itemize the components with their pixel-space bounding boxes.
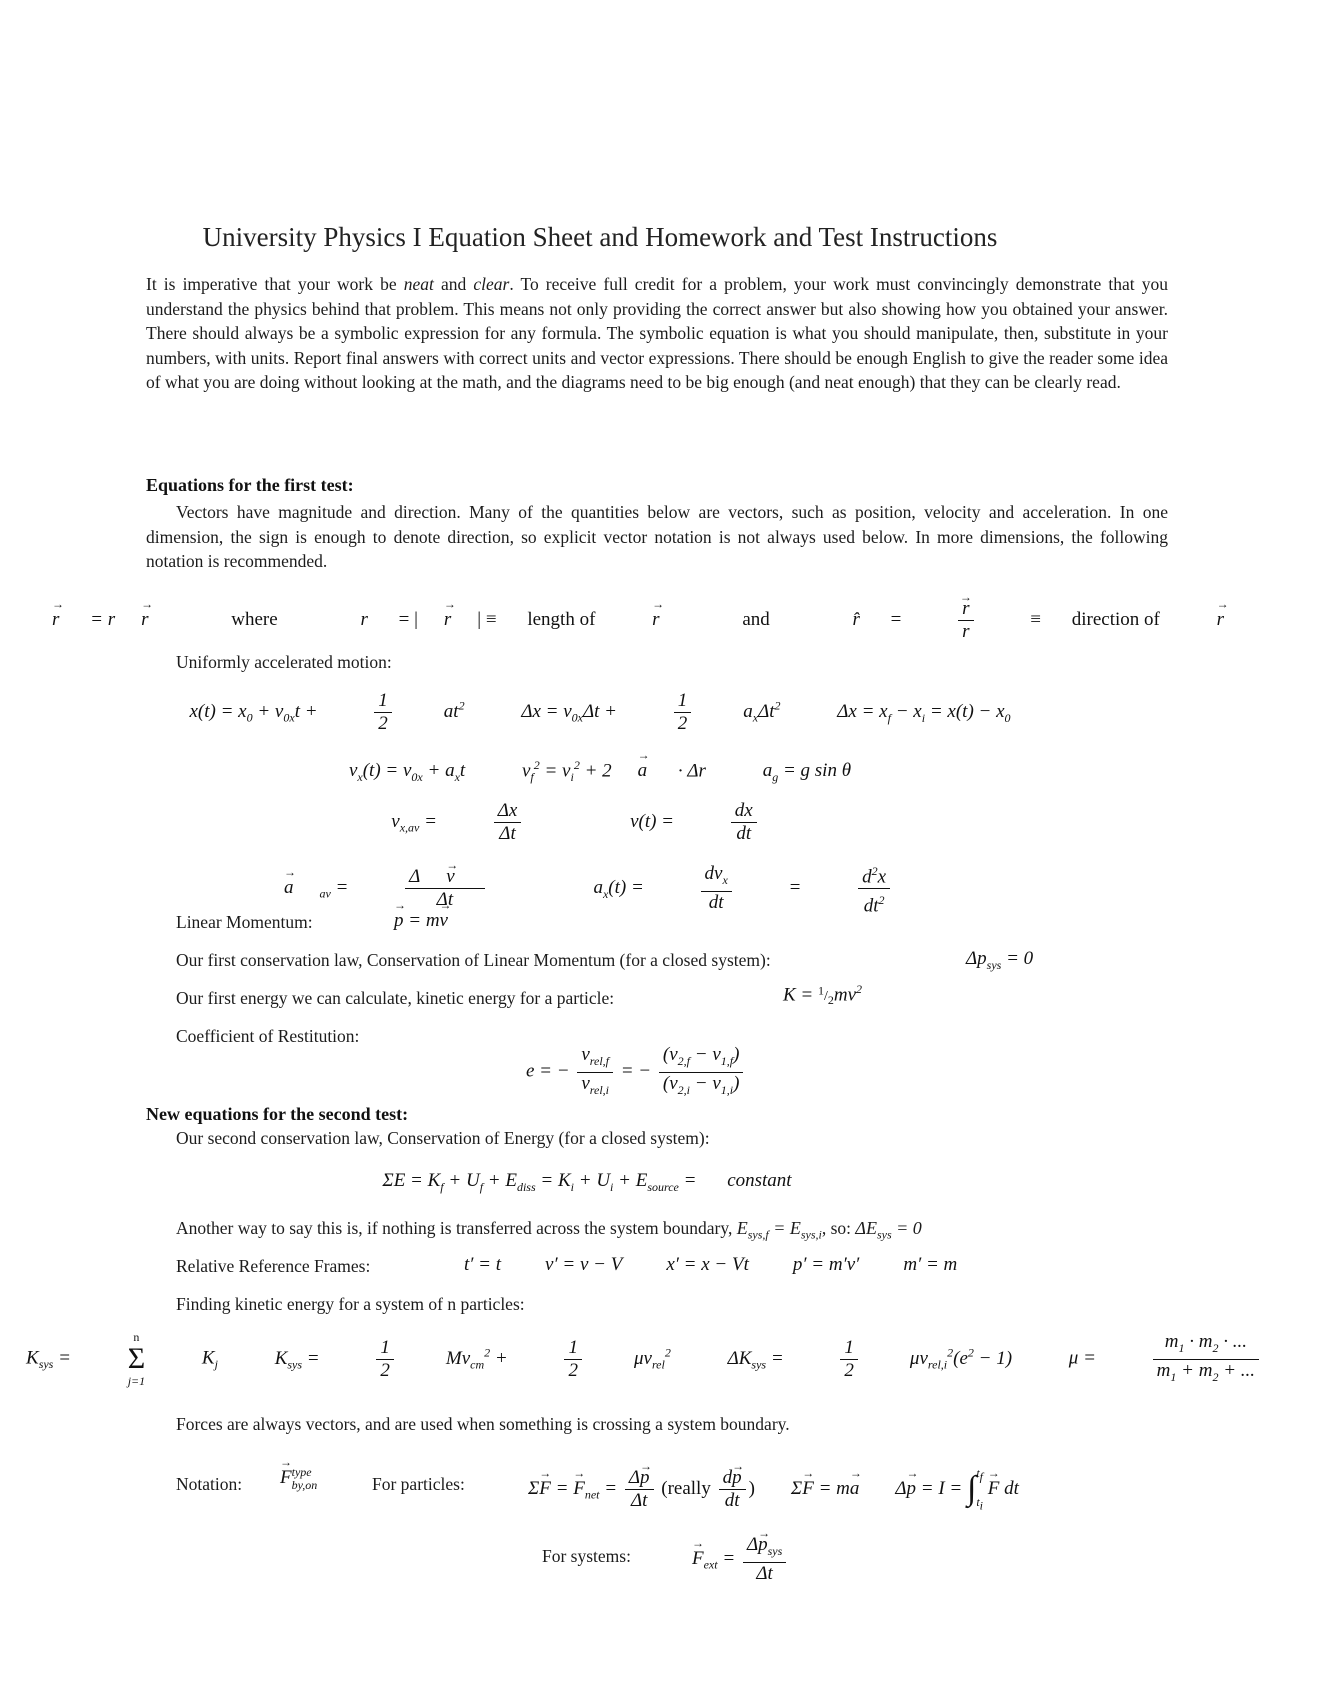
uniform-motion-label: Uniformly accelerated motion: <box>176 652 392 672</box>
particles-label: For particles: <box>372 1474 465 1494</box>
section2-heading: New equations for the second test: <box>146 1104 409 1124</box>
particles-equations: ΣF → = $F \to_{net}$ = $\frac{\Delta p \to}{\Delta t}$ (really $\frac{dp \to}{dt}$ ) ΣF → = ma → Δp → = I = ∫ $t_f$ $t_i$ F → dt <box>528 1460 1019 1519</box>
kinematics-row-2: $v_x(t) = v_{0x} + a_xt$ $v_f^2 = v_i^2 + 2$ a → · Δr $a_g = g$ sin θ <box>0 758 1200 785</box>
kinetic-system-label: Finding kinetic energy for a system of n particles: <box>176 1294 525 1314</box>
intro-text-1: It is imperative that your work be <box>146 274 404 294</box>
kinetic-particle-equation: $K = ^1/_2mv^2$ <box>783 982 863 1008</box>
energy-conservation-equation: $\Sigma E = K_f + U_f + E_{diss} = K_i + U_i + E_{source}$ = constant <box>382 1170 792 1194</box>
kinematics-row-3: $v_{x,av}$ = $\frac{\Delta x}{\Delta t}$ v(t) = $\frac{dx}{dt}$ <box>0 800 1200 845</box>
intro-and: and <box>433 274 474 294</box>
restitution-equation: e = − $\frac{v_{rel,f}}{v_{rel,i}}$ = − $\frac{(v_{2,f} - v_{1,f})}{(v_{2,i} - v_{1,i})}$ <box>526 1044 746 1101</box>
systems-label: For systems: <box>542 1546 631 1566</box>
section1-heading: Equations for the first test: <box>146 475 354 495</box>
frames-equations: t′ = t v′ = v − V x′ = x − Vt p′ = m′v′ m′ = m <box>464 1254 958 1275</box>
direction-of-text: direction of <box>1071 608 1160 630</box>
vectors-paragraph: Vectors have magnitude and direction. Many of the quantities below are vectors, such as position, velocity and acceleration. In one dimension, the sign is enough to denote direction, so explicit vector notation is not always used below. In more dimensions, the following notation is recommended. <box>146 502 1168 571</box>
conservation-momentum-equation: $\Delta p_{sys} = 0$ <box>966 948 1034 972</box>
kinematics-row-1: $x(t) = x_0 + v_{0x}t$ + $\frac{1}{2}$ $at^2$ $\Delta x = v_{0x}\Delta t$ + $\frac{1}{2}$ $a_x\Delta t^2$ $\Delta x = x_f - x_i = x(t) - x_0$ <box>189 690 1011 734</box>
momentum-equation: p → = mv → <box>394 910 448 932</box>
intro-neat: neat <box>403 274 434 294</box>
kinematics-row-4: a → $_{av}$ = $\frac{\text{Δ v →}}{\Delta t}$ $a_x(t)$ = $\frac{dv_x}{dt}$ = $\frac{d^2x}{dt^2}$ <box>0 860 1200 918</box>
energy-conservation-label: Our second conservation law, Conservation of Energy (for a closed system): <box>176 1128 710 1148</box>
constant-text: constant <box>727 1170 792 1191</box>
where-text: where <box>231 608 278 630</box>
another-way-line: Another way to say this is, if nothing is transferred across the system boundary, $E_{sys,f} = E_{sys,i}$, so: $\Delta E_{sys} = 0$ <box>176 1218 922 1242</box>
page-title: University Physics I Equation Sheet and Homework and Test Instructions <box>202 222 998 252</box>
intro-paragraph <box>146 272 1168 395</box>
notation-equation: F → type by,on <box>280 1466 317 1492</box>
vector-notation-row: r → = r r → where r = | r → | ≡ length of r → and r̂ = $\frac{r \to}{r}$ ≡ direction of r → <box>0 598 1200 643</box>
so-text: , so: <box>821 1218 852 1238</box>
forces-text: Forces are always vectors, and are used when something is crossing a system boundary. <box>176 1414 790 1434</box>
systems-equation: $F \to_{ext}$ = $\frac{\Delta p \to_{sys}}{\Delta t}$ <box>692 1534 789 1585</box>
intro-text-2: . To receive full credit for a problem, your work must convincingly demonstrate that you understand the physics behind that problem. This means not only providing the correct answer but also showing how you obtained your answer. There should always be a symbolic expression for any formula. The symbolic equation is what you should manipulate, then, substitute in your numbers, with units. Report final answers with correct units and vector expressions. There should be enough English to give the reader some idea of what you are doing without looking at the math, and the diagrams need to be big enough (and neat enough) that they can be clearly read. <box>146 274 1168 392</box>
length-of-text: length of <box>527 608 596 630</box>
intro-clear: clear <box>473 274 510 294</box>
conservation-momentum-label: Our first conservation law, Conservation of Linear Momentum (for a closed system): <box>176 950 771 970</box>
kinetic-particle-label: Our first energy we can calculate, kinetic energy for a particle: <box>176 988 615 1008</box>
frames-label: Relative Reference Frames: <box>176 1256 371 1276</box>
really-text: (really <box>661 1477 711 1499</box>
another-way-text: Another way to say this is, if nothing is transferred across the system boundary, <box>176 1218 733 1238</box>
momentum-label: Linear Momentum: <box>176 912 313 932</box>
kinetic-system-row: $K_{sys}$ = n Σ j=1 $K_j$ $K_{sys}$ = $\frac{1}{2}$ $Mv_{cm}^2$ + $\frac{1}{2}$ $\mu v_{rel}^2$ $\Delta K_{sys}$ = $\frac{1}{2}$ $\mu v_{rel,i}^2(e^2 - 1) \mu$ = $\frac{m_1 \cdot m_2 \cdot ...}{m_1 + m_2 + ...}$ <box>0 1330 1200 1388</box>
and-text: and <box>742 608 770 630</box>
restitution-label: Coefficient of Restitution: <box>176 1026 360 1046</box>
notation-label: Notation: <box>176 1474 243 1494</box>
